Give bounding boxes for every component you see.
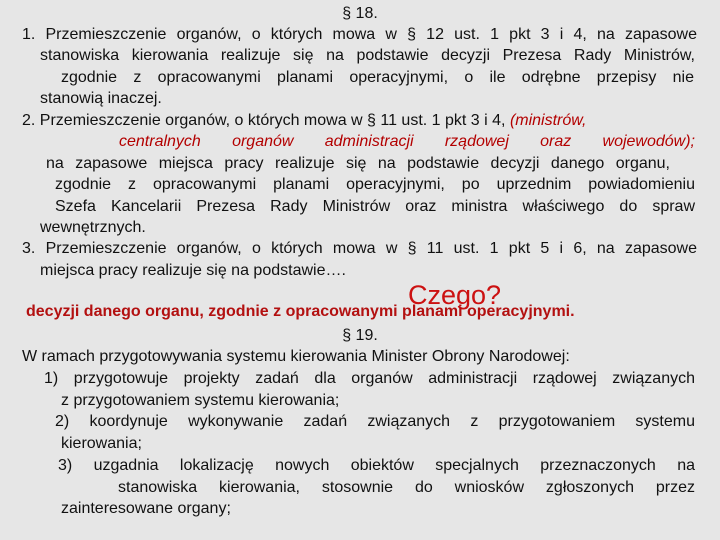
section-18-heading: § 18. — [342, 5, 378, 22]
section-18-line-8: zgodnie z opracowanymi planami operacyjnymi, po uprzednim powiadomieniu — [55, 176, 695, 193]
question-text: Czego? — [408, 280, 502, 310]
section-19-item-1-line-2: z przygotowaniem systemu kierowania; — [61, 392, 340, 409]
section-18-line-11: 3. Przemieszczenie organów, o których mowa w § 11 ust. 1 pkt 5 i 6, na zapasowe — [22, 240, 697, 257]
section-19-item-1-line-1: 1) przygotowuje projekty zadań dla organów administracji rządowej związanych — [44, 370, 695, 387]
section-18-line-3: zgodnie z opracowanymi planami operacyjnymi, o ile odrębne przepisy nie — [61, 69, 694, 86]
section-19-item-3-line-2: stanowiska kierowania, stosownie do wniosków zgłoszonych przez — [118, 479, 695, 496]
section-18-line-1: 1. Przemieszczenie organów, o których mowa w § 12 ust. 1 pkt 3 i 4, na zapasowe — [22, 26, 697, 43]
section-18-line-5-text: 2. Przemieszczenie organów, o których mowa w § 11 ust. 1 pkt 3 i 4, — [22, 112, 506, 129]
section-18-line-6-red: centralnych organów administracji rządowej oraz wojewodów); — [119, 133, 695, 150]
section-19-item-3-line-3: zainteresowane organy; — [61, 500, 231, 517]
section-18-line-9: Szefa Kancelarii Prezesa Rady Ministrów oraz ministra właściwego do spraw — [55, 198, 695, 215]
section-19-item-3-line-1: 3) uzgadnia lokalizację nowych obiektów specjalnych przeznaczonych na — [58, 457, 695, 474]
section-19-item-2-line-1: 2) koordynuje wykonywanie zadań związanych z przygotowaniem systemu — [55, 413, 695, 430]
section-18-line-2: stanowiska kierowania realizuje się na podstawie decyzji Prezesa Rady Ministrów, — [40, 47, 695, 64]
section-18-line-10: wewnętrznych. — [40, 219, 146, 236]
section-19-intro: W ramach przygotowywania systemu kierowania Minister Obrony Narodowej: — [22, 348, 570, 365]
section-18-line-7: na zapasowe miejsca pracy realizuje się na podstawie decyzji danego organu, — [46, 155, 670, 172]
section-19-heading: § 19. — [342, 327, 378, 344]
answer-text: decyzji danego organu, zgodnie z opracowanymi planami operacyjnymi. — [26, 303, 575, 320]
section-18-line-4: stanowią inaczej. — [40, 90, 162, 107]
section-18-line-5-red: (ministrów, — [509, 112, 587, 129]
section-19-item-2-line-2: kierowania; — [61, 435, 142, 452]
section-18-line-12: miejsca pracy realizuje się na podstawie…. — [40, 262, 346, 279]
section-18-line-5 — [22, 111, 586, 131]
